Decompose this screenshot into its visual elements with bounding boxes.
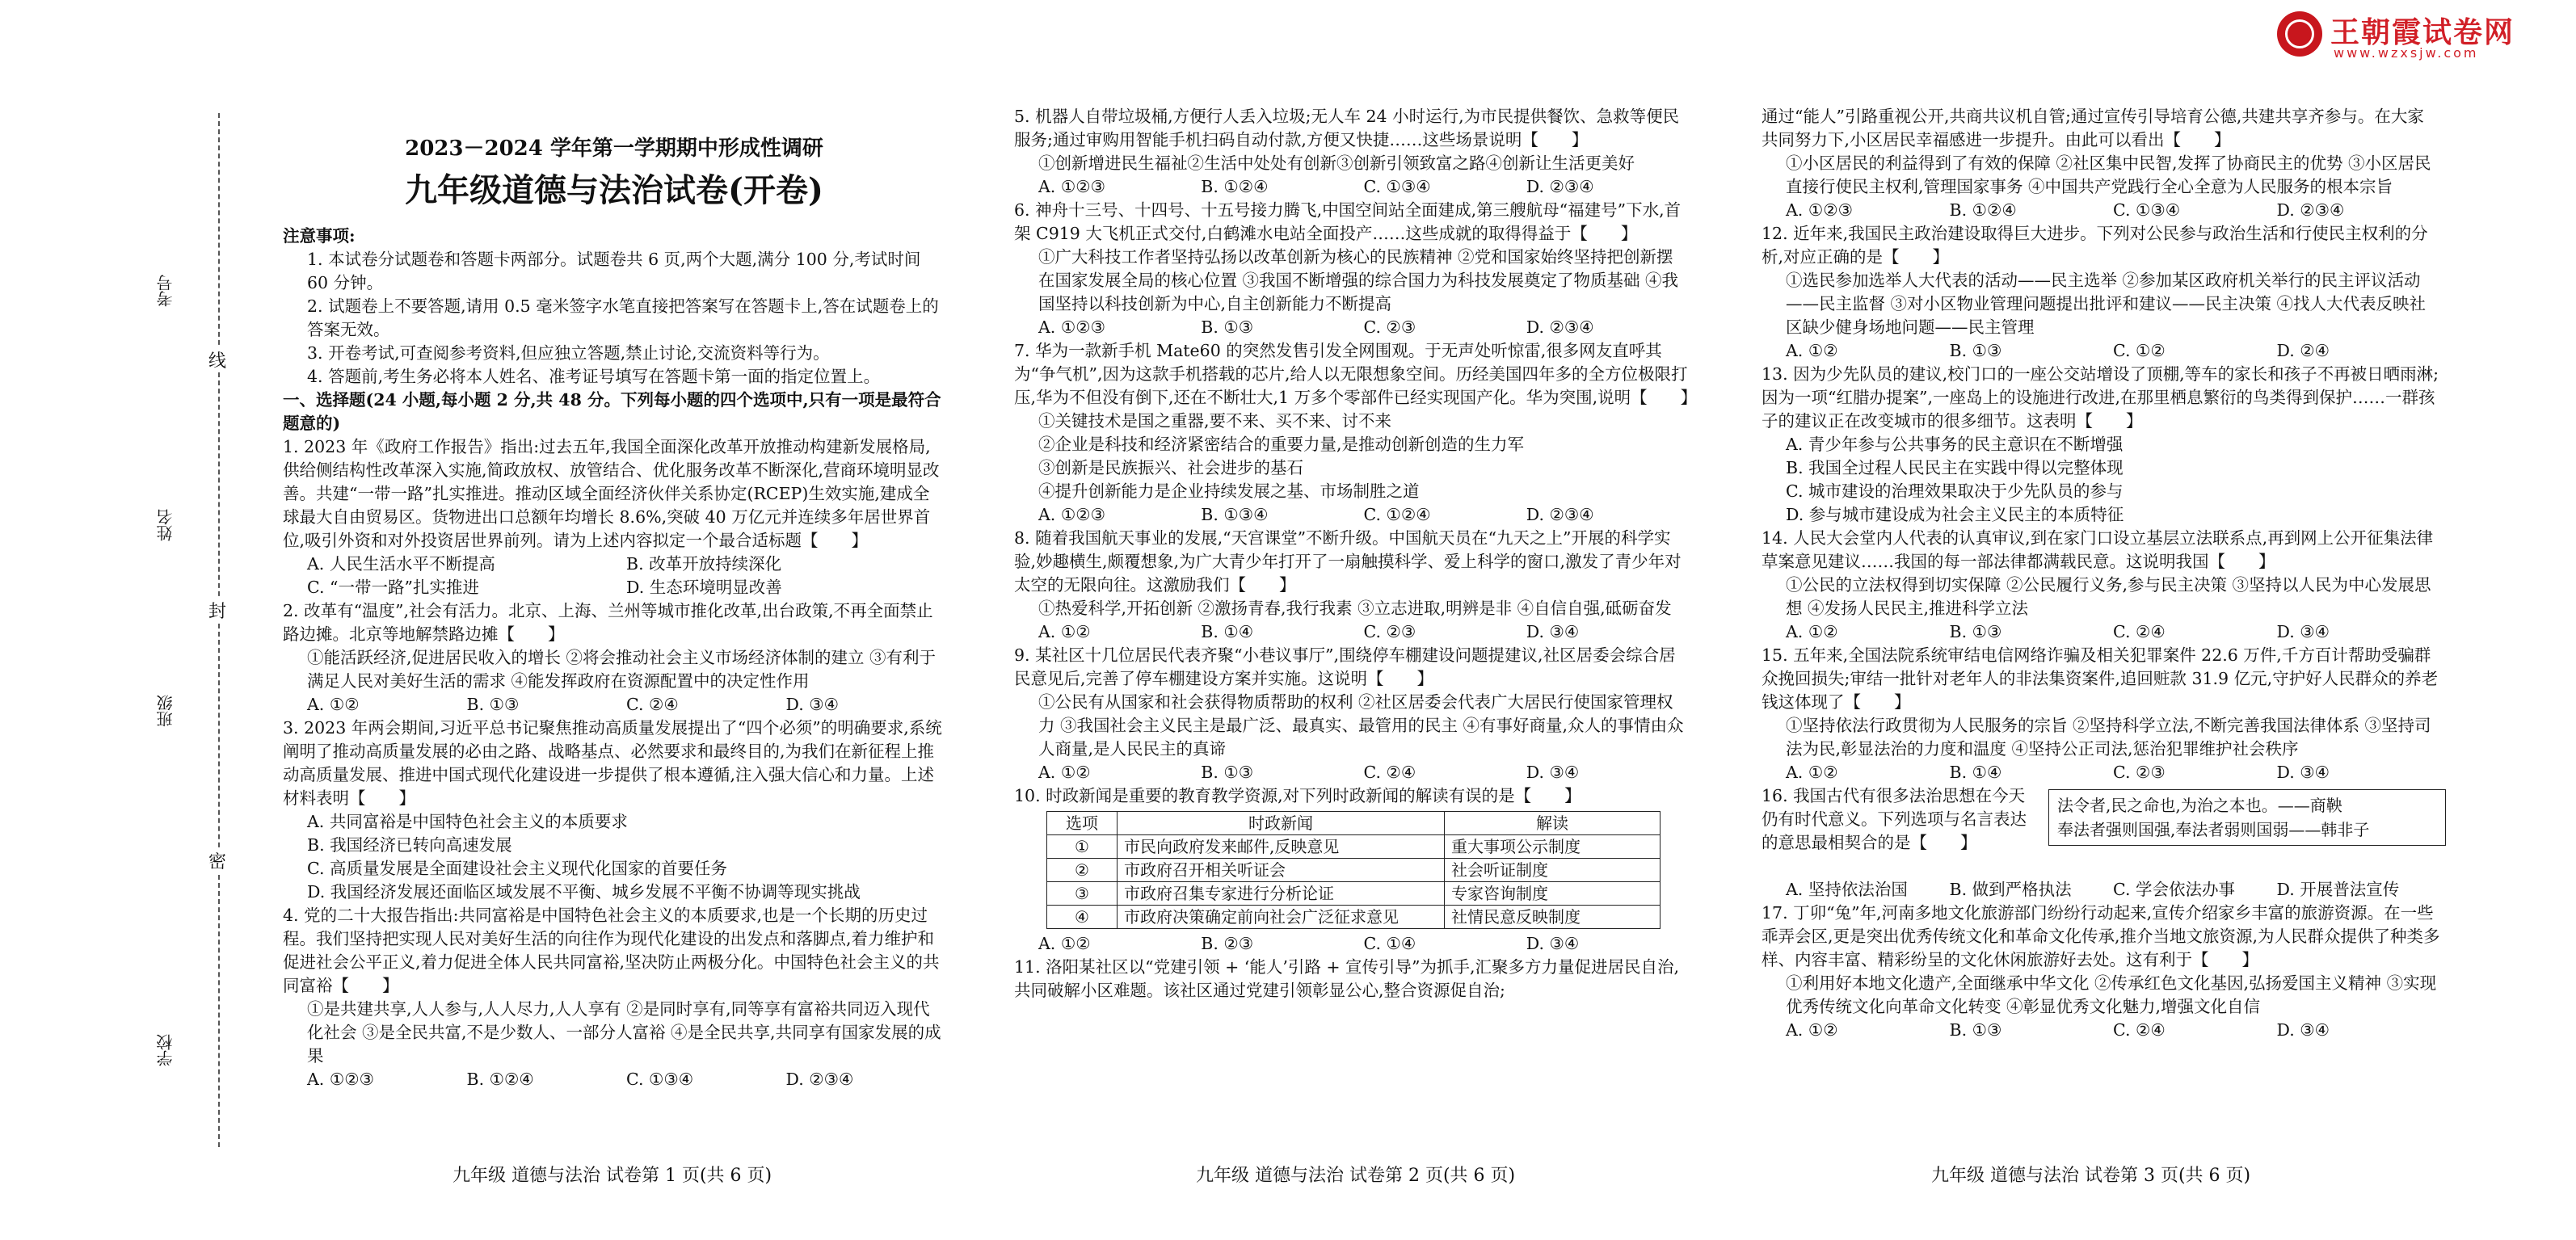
table-row bbox=[1047, 906, 1661, 929]
binding-cut-mark-a: 线 bbox=[208, 347, 226, 372]
section-heading: 一、选择题(24 小题,每小题 2 分,共 48 分。下列每小题的四个选项中,只有一项是最符合题意的) bbox=[283, 390, 941, 433]
table-cell: 市民向政府发来邮件,反映意见 bbox=[1118, 835, 1445, 859]
page-2-footer: 九年级 道德与法治 试卷第 2 页(共 6 页) bbox=[1196, 1166, 1516, 1186]
question-4-items: ①是共建共享,人人参与,人人尽力,人人享有 ②是同时享有,同等享有富裕共同迈入现代化社会 ③是全民共富,不是少数人、一部分人富裕 ④是全民共享,共同享有国家发展的成果 bbox=[307, 999, 941, 1066]
question-5-options bbox=[1014, 175, 1689, 199]
question-4-stem: 4. 党的二十大报告指出:共同富裕是中国特色社会主义的本质要求,也是一个长期的历史过程。我们坚持把实现人民对美好生活的向往作为现代化建设的出发点和落脚点,着力维护和促进社会公平正义,着力促进全体人民共同富裕,坚决防止两极分化。中国特色社会主义的共同富裕【 】 bbox=[283, 906, 940, 995]
option-d: D. 我国经济发展还面临区域发展不平衡、城乡发展不平衡不协调等现实挑战 bbox=[307, 882, 861, 902]
question-6-stem: 6. 神舟十三号、十四号、十五号接力腾飞,中国空间站全面建成,第三艘航母“福建号”下水,首架 C919 大飞机正式交付,白鹤滩水电站全面投产……这些成就的取得得益于【 】 bbox=[1014, 200, 1682, 243]
option-b: B. ①②④ bbox=[1201, 177, 1269, 196]
question-12-items: ①选民参加选举人大代表的活动——民主选举 ②参加某区政府机关举行的民主评议活动——民主监督 ③对小区物业管理问题提出批评和建议——民主决策 ④找人大代表反映社区缺少健身场地问题——民主管理 bbox=[1786, 271, 2427, 337]
table-cell: ① bbox=[1047, 835, 1118, 859]
option-a: A. ①② bbox=[1786, 622, 1838, 641]
question-6-options bbox=[1014, 316, 1689, 339]
question-15-items: ①坚持依法行政贯彻为人民服务的宗旨 ②坚持科学立法,不断完善我国法律体系 ③坚持司法为民,彰显法治的力度和温度 ④坚持公正司法,惩治犯罪维护社会秩序 bbox=[1786, 716, 2431, 759]
question-7-item: ①关键技术是国之重器,要不来、买不来、讨不来 bbox=[1038, 411, 1392, 431]
binding-name-label: 姓名 bbox=[156, 509, 175, 541]
option-a: A. 青少年参与公共事务的民主意识在不断增强 bbox=[1786, 435, 2124, 454]
table-cell: 市政府决策确定前向社会广泛征求意见 bbox=[1118, 906, 1445, 929]
table-header: 解读 bbox=[1445, 812, 1661, 835]
binding-cut-mark-c: 密 bbox=[208, 848, 226, 873]
option-c: C. 城市建设的治理效果取决于少先队员的参与 bbox=[1786, 481, 2124, 501]
question-4-options bbox=[283, 1068, 945, 1091]
question-9-options bbox=[1014, 761, 1689, 784]
binding-strip bbox=[145, 113, 242, 1147]
table-cell: 市政府召集专家进行分析论证 bbox=[1118, 882, 1445, 906]
option-d: D. 生态环境明显改善 bbox=[626, 578, 782, 597]
option-c: C. ②④ bbox=[2113, 1020, 2166, 1040]
option-b: B. ①③ bbox=[466, 695, 520, 714]
logo-seal-icon bbox=[2277, 11, 2322, 57]
option-c: C. ②③ bbox=[2113, 763, 2166, 782]
page-1-column bbox=[283, 105, 945, 1091]
option-b: B. ①③ bbox=[1949, 622, 2002, 641]
option-a: A. ①②③ bbox=[1786, 200, 1853, 220]
note-item: 1. 本试卷分试题卷和答题卡两部分。试题卷共 6 页,两个大题,满分 100 分,考试时间 60 分钟。 bbox=[307, 250, 921, 292]
question-8-items: ①热爱科学,开拓创新 ②激扬青春,我行我素 ③立志进取,明辨是非 ④自信自强,砥砺奋发 bbox=[1038, 599, 1672, 618]
option-c: C. “一带一路”扎实推进 bbox=[307, 578, 479, 597]
option-d: D. ②④ bbox=[2276, 341, 2330, 360]
question-14-options bbox=[1762, 620, 2440, 644]
question-7-item: ③创新是民族振兴、社会进步的基石 bbox=[1038, 458, 1303, 477]
note-item: 4. 答题前,考生务必将本人姓名、准考证号填写在答题卡第一面的指定位置上。 bbox=[307, 367, 881, 386]
table-row bbox=[1047, 859, 1661, 882]
table-header: 时政新闻 bbox=[1118, 812, 1445, 835]
option-b: B. ①②④ bbox=[1949, 200, 2017, 220]
question-17-stem: 17. 丁卯“兔”年,河南多地文化旅游部门纷纷行动起来,宣传介绍家乡丰富的旅游资源。在一些乖弄会区,更是突出优秀传统文化和革命文化传承,推介当地文旅资源,为人民群众提供了种类多样、内容丰富、精彩纷呈的文化休闲旅游好去处。这有利于【 】 bbox=[1762, 903, 2440, 969]
option-b: B. 我国经济已转向高速发展 bbox=[307, 835, 512, 855]
option-d: D. ③④ bbox=[2276, 763, 2330, 782]
question-15-options bbox=[1762, 761, 2440, 784]
option-c: C. ①②④ bbox=[1363, 505, 1431, 524]
option-d: D. ②③④ bbox=[1526, 177, 1594, 196]
page-1-footer: 九年级 道德与法治 试卷第 1 页(共 6 页) bbox=[452, 1166, 772, 1186]
logo-url: www.wzxsjw.com bbox=[2334, 45, 2479, 61]
question-9-stem: 9. 某社区十几位居民代表齐聚“小巷议事厅”,围绕停车棚建设问题提建议,社区居委会综合居民意见后,完善了停车棚建设方案并实施。这说明【 】 bbox=[1014, 645, 1676, 688]
question-16-options bbox=[1762, 878, 2440, 902]
binding-cut-mark-b: 封 bbox=[208, 598, 226, 623]
option-d: D. 开展普法宣传 bbox=[2276, 880, 2400, 899]
option-b: B. ①③ bbox=[1201, 317, 1254, 337]
option-b: B. ①③ bbox=[1201, 763, 1254, 782]
option-b: B. ①③ bbox=[1949, 341, 2002, 360]
option-d: D. ③④ bbox=[1526, 934, 1580, 953]
note-item: 3. 开卷考试,可查阅参考资料,但应独立答题,禁止讨论,交流资料等行为。 bbox=[307, 343, 830, 363]
question-7-options bbox=[1014, 503, 1689, 527]
option-a: A. ①②③ bbox=[1038, 177, 1105, 196]
option-b: B. ①②④ bbox=[466, 1070, 534, 1089]
option-b: B. ①③④ bbox=[1201, 505, 1269, 524]
option-a: A. ①② bbox=[1786, 763, 1838, 782]
option-b: B. 改革开放持续深化 bbox=[626, 554, 782, 574]
option-a: A. 共同富裕是中国特色社会主义的本质要求 bbox=[307, 812, 628, 831]
question-11-items: ①小区居民的利益得到了有效的保障 ②社区集中民智,发挥了协商民主的优势 ③小区居民直接行使民主权利,管理国家事务 ④中国共产党践行全心全意为人民服务的根本宗旨 bbox=[1786, 153, 2431, 196]
table-cell: ③ bbox=[1047, 882, 1118, 906]
question-16-block bbox=[1762, 784, 2440, 878]
question-7-item: ②企业是科技和经济紧密结合的重要力量,是推动创新创造的生力军 bbox=[1038, 435, 1525, 454]
option-c: C. ①③④ bbox=[1363, 177, 1431, 196]
option-d: D. ②③④ bbox=[2276, 200, 2345, 220]
option-d: D. ②③④ bbox=[1526, 317, 1594, 337]
logo-name: 王朝霞试卷网 bbox=[2330, 16, 2515, 49]
option-c: C. ②④ bbox=[626, 695, 679, 714]
note-item: 2. 试题卷上不要答题,请用 0.5 毫米签字水笔直接把答案写在答题卡上,答在试题卷上的答案无效。 bbox=[307, 296, 939, 339]
binding-class-label: 班级 bbox=[156, 695, 175, 727]
question-14-stem: 14. 人民大会堂内人代表的认真审议,到在家门口设立基层立法联系点,再到网上公开征集法律草案意见建议……我国的每一部法律都满载民意。这说明我国【 】 bbox=[1762, 528, 2434, 571]
option-a: A. ①②③ bbox=[307, 1070, 374, 1089]
option-b: B. 做到严格执法 bbox=[1949, 880, 2072, 899]
table-cell: 社情民意反映制度 bbox=[1445, 906, 1661, 929]
option-c: C. ①③④ bbox=[2113, 200, 2181, 220]
option-b: B. ①④ bbox=[1949, 763, 2002, 782]
question-7-stem: 7. 华为一款新手机 Mate60 的突然发售引发全网围观。于无声处听惊雷,很多网友直呼其为“争气机”,因为这款手机搭载的芯片,给人以无限想象空间。历经美国四年多的全方位极限打压,华为不但没有倒下,还在不断壮大,1 万多个零部件已经实现国产化。华为突围,说明【 】 bbox=[1014, 341, 1698, 407]
question-17-items: ①利用好本地文化遗产,全面继承中华文化 ②传承红色文化基因,弘扬爱国主义精神 ③实现优秀传统文化向革命文化转变 ④彰显优秀文化魅力,增强文化自信 bbox=[1786, 973, 2437, 1016]
option-a: A. ①② bbox=[307, 695, 360, 714]
question-17-options bbox=[1762, 1019, 2440, 1042]
option-a: A. 坚持依法治国 bbox=[1786, 880, 1908, 899]
question-10-stem: 10. 时政新闻是重要的教育教学资源,对下列时政新闻的解读有误的是【 】 bbox=[1014, 786, 1581, 805]
notes-heading: 注意事项: bbox=[283, 226, 356, 246]
option-a: A. 人民生活水平不断提高 bbox=[307, 554, 495, 574]
question-2-options bbox=[283, 693, 945, 717]
exam-title-main: 九年级道德与法治试卷(开卷) bbox=[405, 171, 823, 209]
question-16-quote-box: 法令者,民之命也,为治之本也。——商鞅 奉法者强则国强,奉法者弱则国弱——韩非子 bbox=[2048, 789, 2446, 846]
option-c: C. ②④ bbox=[1363, 763, 1416, 782]
option-c: C. 高质量发展是全面建设社会主义现代化国家的首要任务 bbox=[307, 859, 727, 878]
table-cell: 重大事项公示制度 bbox=[1445, 835, 1661, 859]
question-5-stem: 5. 机器人自带垃圾桶,方便行人丢入垃圾;无人车 24 小时运行,为市民提供餐饮、急救等便民服务;通过审购用智能手机扫码自动付款,方便又快捷……这些场景说明【 】 bbox=[1014, 107, 1680, 149]
option-d: D. 参与城市建设成为社会主义民主的本质特征 bbox=[1786, 505, 2124, 524]
option-b: B. ①④ bbox=[1201, 622, 1254, 641]
option-d: D. ③④ bbox=[785, 695, 839, 714]
option-c: C. ①② bbox=[2113, 341, 2166, 360]
news-table bbox=[1046, 811, 1661, 929]
question-3-stem: 3. 2023 年两会期间,习近平总书记聚焦推动高质量发展提出了“四个必须”的明确要求,系统阐明了推动高质量发展的必由之路、战略基点、必然要求和最终目的,为我们在新征程上推动高质量发展、推进中国式现代化建设进一步提供了根本遵循,注入强大信心和力量。上述材料表明【 】 bbox=[283, 718, 942, 808]
option-a: A. ①② bbox=[1038, 622, 1091, 641]
option-d: D. ③④ bbox=[2276, 622, 2330, 641]
question-2-stem: 2. 改革有“温度”,社会有活力。北京、上海、兰州等城市推化改革,出台政策,不再全面禁止路边摊。北京等地解禁路边摊【 】 bbox=[283, 601, 933, 644]
question-5-items: ①创新增进民生福祉②生活中处处有创新③创新引领致富之路④创新让生活更美好 bbox=[1038, 153, 1635, 173]
table-header-row bbox=[1047, 812, 1661, 835]
option-b: B. ①③ bbox=[1949, 1020, 2002, 1040]
question-10-options bbox=[1014, 932, 1689, 956]
page-3-column bbox=[1762, 105, 2440, 1042]
option-c: C. ①③④ bbox=[626, 1070, 694, 1089]
question-14-items: ①公民的立法权得到切实保障 ②公民履行义务,参与民主决策 ③坚持以人民为中心发展思想 ④发扬人民民主,推进科学立法 bbox=[1786, 575, 2431, 618]
exam-title-term: 2023－2024 学年第一学期期中形成性调研 bbox=[405, 137, 823, 161]
question-1-options-row bbox=[283, 576, 945, 599]
table-cell: ④ bbox=[1047, 906, 1118, 929]
question-11-stem-continued: 通过“能人”引路重视公开,共商共议机自管;通过宣传引导培育公德,共建共享齐参与。在大家共同努力下,小区居民幸福感进一步提升。由此可以看出【 】 bbox=[1762, 107, 2424, 149]
table-cell: 市政府召开相关听证会 bbox=[1118, 859, 1445, 882]
question-13-stem: 13. 因为少先队员的建议,校门口的一座公交站增设了顶棚,等车的家长和孩子不再被日晒雨淋;因为一项“红腊办提案”,一座岛上的设施进行改进,在那里栖息繁衍的鸟类得到保护……一群孩子的建议正在改变城市的很多细节。这表明【 】 bbox=[1762, 364, 2439, 431]
question-6-items: ①广大科技工作者坚持弘扬以改革创新为核心的民族精神 ②党和国家始终坚持把创新摆在国家发展全局的核心位置 ③我国不断增强的综合国力为科技发展奠定了物质基础 ④我国坚持以科技创新为中心,自主创新能力不断提高 bbox=[1038, 247, 1679, 313]
option-d: D. ③④ bbox=[1526, 763, 1580, 782]
option-c: C. ②④ bbox=[2113, 622, 2166, 641]
question-8-options bbox=[1014, 620, 1689, 644]
binding-school-label: 学校 bbox=[156, 1034, 175, 1066]
table-cell: 专家咨询制度 bbox=[1445, 882, 1661, 906]
option-c: C. 学会依法办事 bbox=[2113, 880, 2235, 899]
option-c: C. ②③ bbox=[1363, 317, 1416, 337]
table-cell: ② bbox=[1047, 859, 1118, 882]
option-a: A. ①② bbox=[1038, 763, 1091, 782]
page-3-footer: 九年级 道德与法治 试卷第 3 页(共 6 页) bbox=[1931, 1166, 2251, 1186]
question-7-item: ④提升创新能力是企业持续发展之基、市场制胜之道 bbox=[1038, 481, 1420, 501]
option-a: A. ①② bbox=[1786, 1020, 1838, 1040]
option-a: A. ①② bbox=[1038, 934, 1091, 953]
option-d: D. ③④ bbox=[2276, 1020, 2330, 1040]
option-b: B. ②③ bbox=[1201, 934, 1254, 953]
question-1-options-row bbox=[283, 553, 945, 576]
option-a: A. ①②③ bbox=[1038, 505, 1105, 524]
option-b: B. 我国全过程人民民主在实践中得以完整体现 bbox=[1786, 458, 2124, 477]
table-header: 选项 bbox=[1047, 812, 1118, 835]
question-8-stem: 8. 随着我国航天事业的发展,“天宫课堂”不断升级。中国航天员在“九天之上”开展的科学实验,妙趣横生,颇覆想象,为广大青少年打开了一扇触摸科学、爱上科学的窗口,激发了青少年对太空的无限向往。这激励我们【 】 bbox=[1014, 528, 1682, 595]
site-logo bbox=[2277, 10, 2544, 61]
option-c: C. ①④ bbox=[1363, 934, 1416, 953]
question-12-options bbox=[1762, 339, 2440, 363]
question-11-stem: 11. 洛阳某社区以“党建引领 + ‘能人’引路 + 宣传引导”为抓手,汇聚多方力量促进居民自治,共同破解小区难题。该社区通过党建引领彰显公心,整合资源促自治; bbox=[1014, 957, 1680, 1000]
binding-dashed-line bbox=[218, 113, 220, 1147]
option-d: D. ②③④ bbox=[1526, 505, 1594, 524]
question-15-stem: 15. 五年来,全国法院系统审结电信网络诈骗及相关犯罪案件 22.6 万件,千方百计帮助受骗群众挽回损失;审结一批针对老年人的非法集资案件,追回赃款 31.9 亿元,守护好人民群众的养老钱这体现了【 】 bbox=[1762, 645, 2439, 712]
option-a: A. ①② bbox=[1786, 341, 1838, 360]
table-row bbox=[1047, 835, 1661, 859]
option-a: A. ①②③ bbox=[1038, 317, 1105, 337]
table-cell: 社会听证制度 bbox=[1445, 859, 1661, 882]
question-12-stem: 12. 近年来,我国民主政治建设取得巨大进步。下列对公民参与政治生活和行使民主权利的分析,对应正确的是【 】 bbox=[1762, 224, 2428, 267]
question-2-items: ①能活跃经济,促进居民收入的增长 ②将会推动社会主义市场经济体制的建立 ③有利于满足人民对美好生活的需求 ④能发挥政府在资源配置中的决定性作用 bbox=[307, 648, 937, 691]
binding-exam-no-label: 考号 bbox=[156, 275, 175, 307]
table-row bbox=[1047, 882, 1661, 906]
question-16-stem: 16. 我国古代有很多法治思想在今天仍有时代意义。下列选项与名言表达的意思最相契合的是【 】 bbox=[1762, 786, 2027, 852]
option-d: D. ③④ bbox=[1526, 622, 1580, 641]
page-2-column bbox=[1014, 105, 1698, 1003]
option-d: D. ②③④ bbox=[785, 1070, 854, 1089]
question-1-stem: 1. 2023 年《政府工作报告》指出:过去五年,我国全面深化改革开放推动构建新发展格局,供给侧结构性改革深入实施,简政放权、放管结合、优化服务改革不断深化,营商环境明显改善。共建“一带一路”扎实推进。推动区域全面经济伙伴关系协定(RCEP)生效实施,建成全球最大自由贸易区。货物进出口总额年均增长 8.6%,突破 40 万亿元并连续多年居世界首位,吸引外资和对外投资居世界前列。请为上述内容拟定一个最合适标题【 】 bbox=[283, 437, 940, 550]
question-11-options bbox=[1762, 199, 2440, 222]
option-c: C. ②③ bbox=[1363, 622, 1416, 641]
question-9-items: ①公民有从国家和社会获得物质帮助的权利 ②社区居委会代表广大居民行使国家管理权力 ③我国社会主义民主是最广泛、最真实、最管用的民主 ④有事好商量,众人的事情由众人商量,是人民民主的真谛 bbox=[1038, 692, 1684, 759]
